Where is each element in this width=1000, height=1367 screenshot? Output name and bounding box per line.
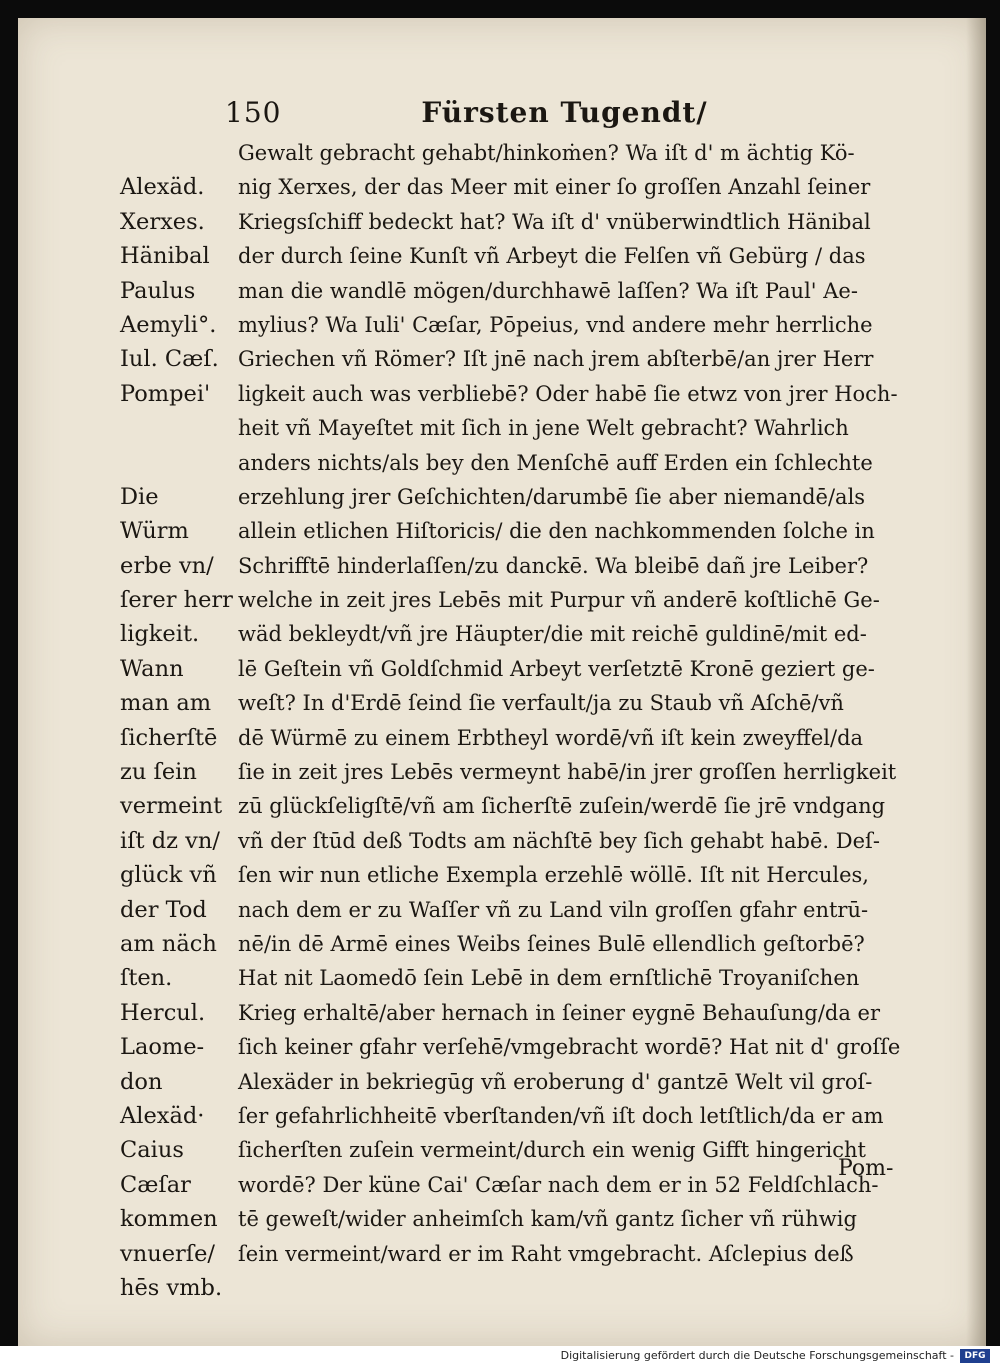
marginal-note-line: Aemyli°. — [120, 311, 217, 338]
body-text-line: wäd bekleydt/vñ jre Häupter/die mit reichē guldinē/mit ed- — [238, 622, 867, 647]
body-text-line: der durch ſeine Kunſt vñ Arbeyt die Felſen vñ Gebürg / das — [238, 244, 866, 269]
marginal-note-line: Laome- — [120, 1034, 205, 1061]
running-title: Fürsten Tugendt/ — [421, 96, 708, 129]
marginal-note-line: Die — [120, 483, 159, 510]
marginal-note-line: vermeint — [120, 793, 223, 820]
body-text-line: ſich keiner gfahr verſehē/vmgebracht wordē? Hat nit d' groſſe — [238, 1035, 901, 1060]
marginal-note-line: glück vñ — [120, 862, 217, 889]
marginal-note-line: don — [120, 1068, 163, 1095]
running-head — [225, 96, 708, 129]
marginal-note-line: vnuerſe/ — [120, 1240, 215, 1267]
body-text — [238, 136, 928, 1271]
body-text-line: man die wandlē mögen/durchhawē laſſen? Wa iſt Paul' Ae- — [238, 278, 858, 303]
marginal-note-line: Cæſar — [120, 1171, 191, 1198]
body-text-line: tē geweſt/wider anheimſch kam/vñ gantz ſicher vñ rühwig — [238, 1207, 857, 1232]
body-text-line: welche in zeit jres Lebēs mit Purpur vñ anderē koſtlichē Ge- — [238, 588, 880, 613]
body-text-line: Kriegsſchiff bedeckt hat? Wa iſt d' vnüberwindtlich Hänibal — [238, 209, 871, 234]
body-text-line: Krieg erhaltē/aber hernach in ſeiner eygnē Behauſung/da er — [238, 1000, 880, 1025]
marginal-note-line: man am — [120, 690, 212, 717]
marginal-note-line: Iul. Cæſ. — [120, 346, 219, 373]
body-text-line: ſicherſten zuſein vermeint/durch ein wenig Gifft hingericht — [238, 1138, 866, 1163]
body-text-line: vñ der ſtūd deß Todts am nächſtē bey ſich gehabt habē. Deſ- — [238, 828, 880, 853]
marginal-note-line: ſerer herr — [120, 587, 233, 614]
body-text-line: ſer gefahrlichheitē vberſtanden/vñ iſt doch letſtlich/da er am — [238, 1103, 884, 1128]
marginal-note-line: Wann — [120, 655, 184, 682]
marginal-note-line: hēs vmb. — [120, 1274, 223, 1301]
body-text-line: ſein vermeint/ward er im Raht vmgebracht. Aſclepius deß — [238, 1241, 854, 1266]
marginal-note-line: ligkeit. — [120, 621, 200, 648]
marginal-note-line: Paulus — [120, 277, 196, 304]
body-text-line: Alexäder in bekriegūg vñ eroberung d' gantzē Welt vil groſ- — [238, 1069, 873, 1094]
marginal-note-line: der Tod — [120, 896, 207, 923]
marginal-note-line: Pompei' — [120, 380, 211, 407]
body-text-line: nig Xerxes, der das Meer mit einer ſo groſſen Anzahl ſeiner — [238, 175, 871, 200]
body-text-line: allein etlichen Hiſtoricis/ die den nachkommenden ſolche in — [238, 519, 875, 544]
marginal-note-line: zu ſein — [120, 759, 197, 786]
body-text-line: wordē? Der küne Cai' Cæſar nach dem er in 52 Feldſchlach- — [238, 1172, 879, 1197]
catchword: Pom- — [838, 1156, 894, 1181]
marginal-note-line: Würm — [120, 518, 189, 545]
marginal-notes — [120, 136, 245, 1305]
body-text-line: Griechen vñ Römer? Iſt jnē nach jrem abſterbē/an jrer Herr — [238, 347, 874, 372]
body-text-line: ſen wir nun etliche Exempla erzehlē wöllē. Iſt nit Hercules, — [238, 863, 869, 888]
page-gutter-shadow — [966, 18, 986, 1346]
marginal-note-line: Caius — [120, 1137, 184, 1164]
body-text-line: dē Würmē zu einem Erbtheyl wordē/vñ iſt kein zweyffel/da — [238, 725, 864, 750]
body-text-line: Schrifftē hinderlaſſen/zu danckē. Wa bleibē dañ jre Leiber? — [238, 553, 869, 578]
dfg-logo: DFG — [960, 1349, 990, 1363]
marginal-note-line: kommen — [120, 1206, 218, 1233]
body-text-line: ſie in zeit jres Lebēs vermeynt habē/in jrer groſſen herrligkeit — [238, 760, 897, 785]
marginal-note-line — [120, 136, 245, 170]
marginal-note-line: ſten. — [120, 965, 173, 992]
body-text-line: anders nichts/als bey den Menſchē auff Erden ein ſchlechte — [238, 450, 873, 475]
marginal-note-line: Xerxes. — [120, 208, 205, 235]
body-text-line: ligkeit auch was verbliebē? Oder habē ſie etwz von jrer Hoch- — [238, 381, 898, 406]
marginal-note-line: am näch — [120, 930, 217, 957]
body-text-line: mylius? Wa Iuli' Cæſar, Pōpeius, vnd andere mehr herrliche — [238, 312, 873, 337]
digitization-note: Digitalisierung gefördert durch die Deutsche Forschungsgemeinschaft - — [560, 1349, 954, 1362]
body-text-line: lē Geſtein vñ Goldſchmid Arbeyt verſetztē Kronē geziert ge- — [238, 656, 875, 681]
marginal-note-line: Alexäd. — [120, 174, 205, 201]
body-text-line: Hat nit Laomedō ſein Lebē in dem ernſtlichē Troyaniſchen — [238, 966, 860, 991]
body-text-line: Gewalt gebracht gehabt/hinkoṁen? Wa iſt d' m ächtig Kö- — [238, 141, 855, 165]
body-text-line: weſt? In d'Erdē ſeind ſie verfault/ja zu Staub vñ Aſchē/vñ — [238, 691, 844, 716]
body-text-line: heit vñ Mayeſtet mit ſich in jene Welt gebracht? Wahrlich — [238, 416, 849, 441]
body-text-line: zū glückſeligſtē/vñ am ſicherſtē zuſein/werdē ſie jrē vndgang — [238, 794, 886, 819]
marginal-note-line: Hercul. — [120, 999, 206, 1026]
body-text-line: erzehlung jrer Geſchichten/darumbē ſie aber niemandē/als — [238, 484, 866, 509]
marginal-note-line: Alexäd· — [120, 1102, 205, 1129]
marginal-note-line: erbe vn/ — [120, 552, 214, 579]
marginal-note-line: ſicherſtē — [120, 724, 218, 751]
marginal-note-line — [120, 446, 245, 480]
footer-bar — [0, 1346, 1000, 1367]
marginal-note-line: Hänibal — [120, 243, 210, 270]
marginal-note-line — [120, 411, 245, 445]
page-number: 150 — [225, 96, 282, 129]
marginal-note-line: iſt dz vn/ — [120, 827, 220, 854]
body-text-line: nē/in dē Armē eines Weibs ſeines Bulē ellendlich geſtorbē? — [238, 931, 865, 956]
body-text-line: nach dem er zu Waſſer vñ zu Land viln groſſen gfahr entrū- — [238, 897, 869, 922]
